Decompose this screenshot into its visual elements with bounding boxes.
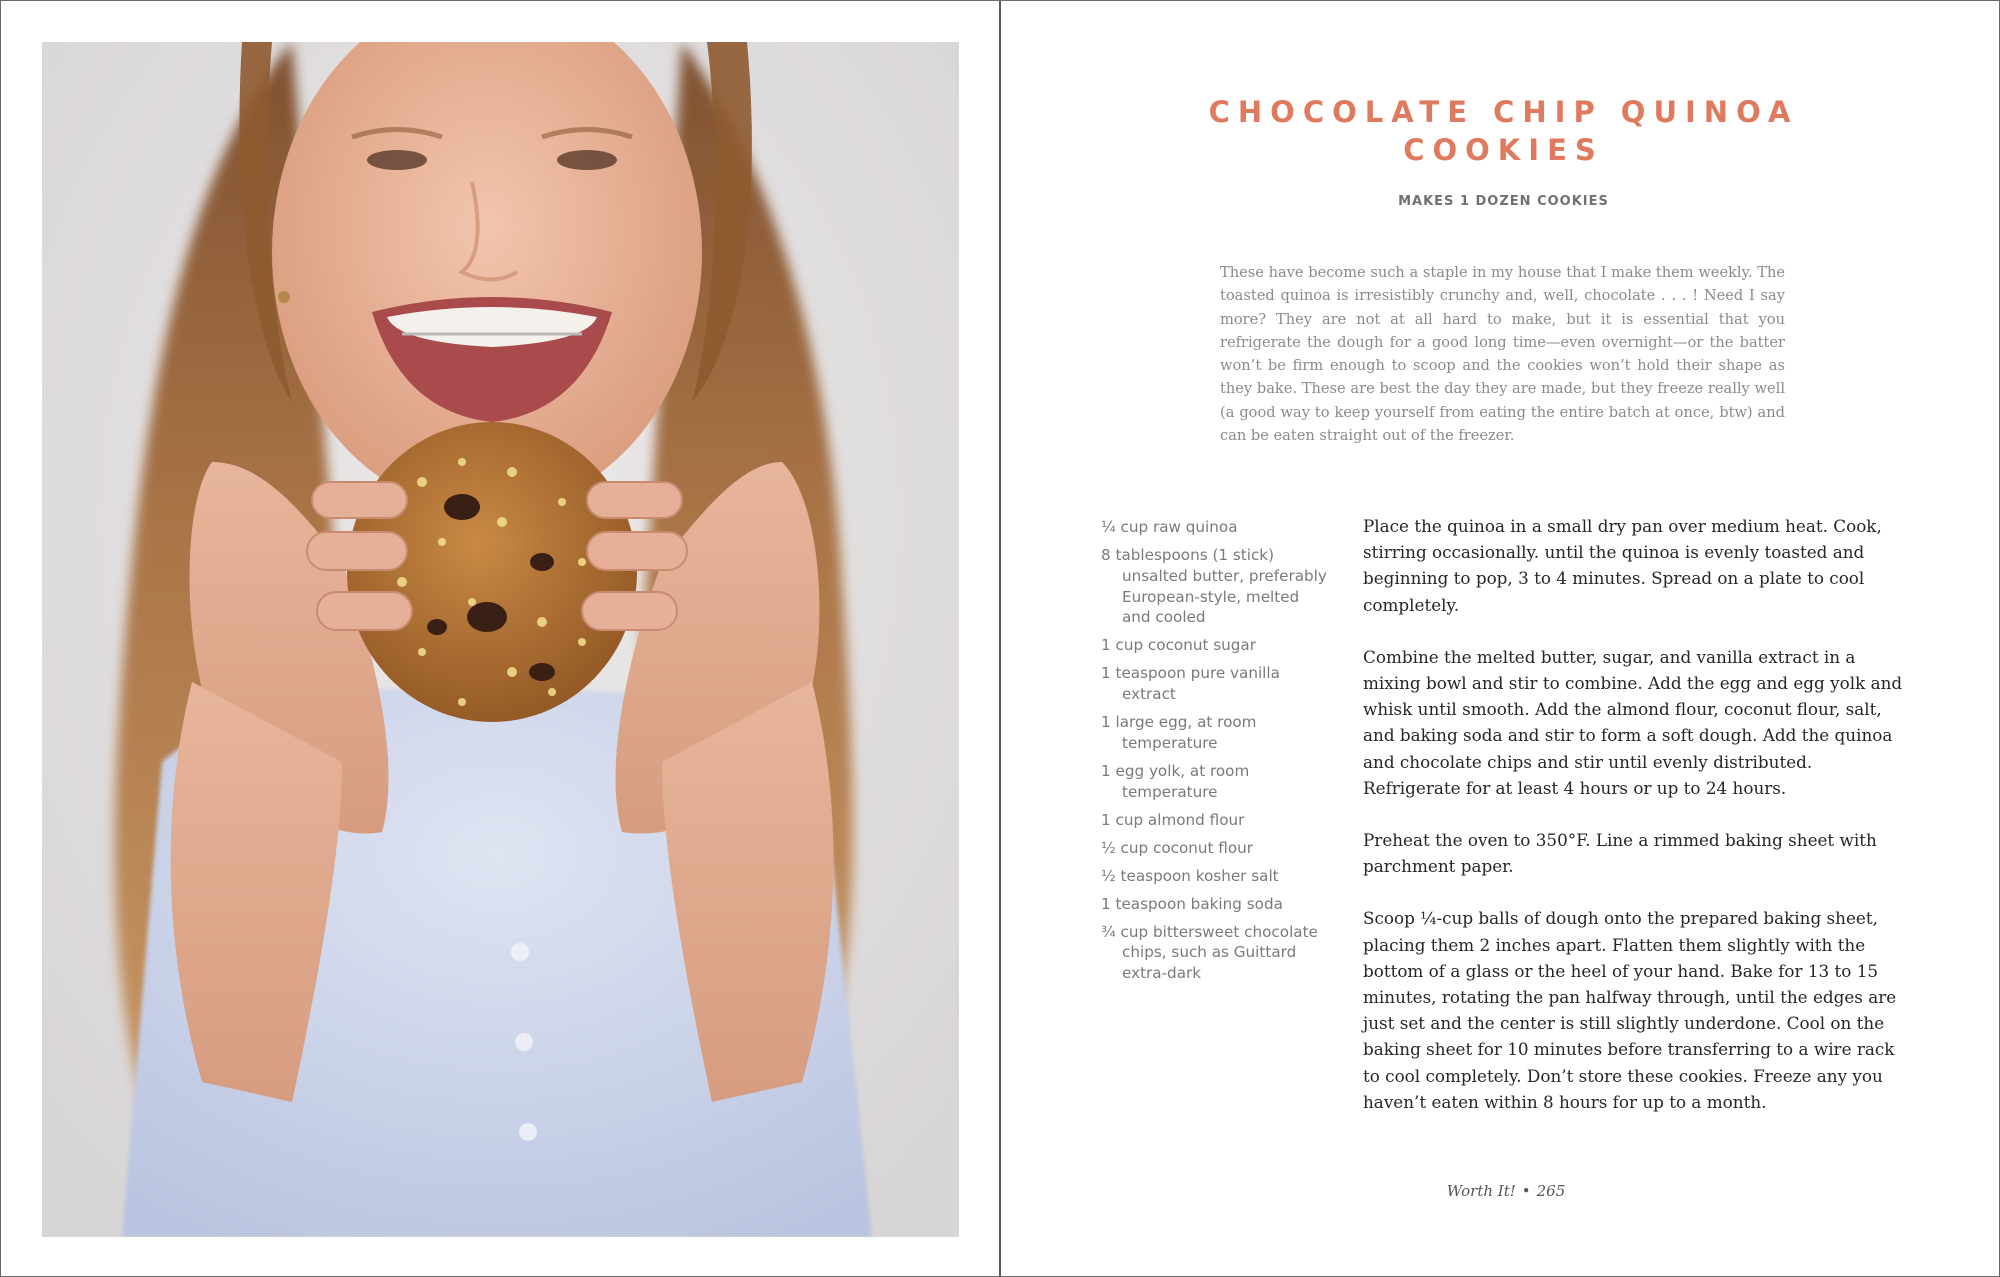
ingredient-item: 8 tablespoons (1 stick) unsalted butter, preferably European-style, melted and cooled	[1101, 545, 1327, 627]
method-step: Preheat the oven to 350°F. Line a rimmed baking sheet with parchment paper.	[1363, 830, 1877, 877]
method-step: Combine the melted butter, sugar, and vanilla extract in a mixing bowl and stir to combine. Add the egg and egg yolk and whisk until smooth. Add the almond flour, coconut flour, salt, and baking soda and stir to form a soft dough. Add the quinoa and chocolate chips and stir until evenly distributed. Refrigerate for at least 4 hours or up to 24 hours.	[1363, 646, 1903, 798]
ingredient-item: 1 teaspoon pure vanilla extract	[1101, 664, 1280, 704]
ingredient-item: ¾ cup bittersweet chocolate chips, such as Guittard extra-dark	[1101, 922, 1318, 983]
recipe-headnote: These have become such a staple in my house that I make them weekly. The toasted quinoa is irresistibly crunchy and, well, chocolate . . . ! Need I say more? They are not at all hard to make, but it is essential that you refrigerate the dough for a good long time—even overnight—or the batter won’t be firm enough to scoop and the cookies won’t hold their shape as they bake. These are best the day they are made, but they freeze really well (a good way to keep yourself from eating the entire batch at once, btw) and can be eaten straight out of the freezer.	[1220, 264, 1785, 445]
method-steps	[1363, 513, 1908, 1141]
ingredient-item: 1 cup almond flour	[1101, 810, 1245, 829]
page-footer	[1381, 1182, 1631, 1200]
method-step: Place the quinoa in a small dry pan over medium heat. Cook, stirring occasionally. until the quinoa is evenly toasted and beginning to pop, 3 to 4 minutes. Spread on a plate to cool completely.	[1363, 516, 1882, 615]
ingredient-item: 1 teaspoon baking soda	[1101, 894, 1283, 913]
page-number: 265	[1536, 1182, 1566, 1200]
recipe-yield: MAKES 1 DOZEN COOKIES	[1398, 194, 1609, 209]
ingredient-item: 1 large egg, at room temperature	[1101, 713, 1257, 752]
method-step: Scoop ¼-cup balls of dough onto the prepared baking sheet, placing them 2 inches apart. Flatten them slightly with the bottom of a glass or the heel of your hand. Bake for 13 to 15 minutes, rotating the pan halfway through, until the edges are just set and the center is still slightly underdone. Cool on the baking sheet for 10 minutes before transferring to a wire rack to cool completely. Don’t store these cookies. Freeze any you haven’t eaten within 8 hours for up to a month.	[1363, 908, 1897, 1112]
ingredient-item: ½ teaspoon kosher salt	[1101, 866, 1279, 885]
ingredient-item: ½ cup coconut flour	[1101, 838, 1254, 857]
ingredient-item: 1 cup coconut sugar	[1101, 636, 1256, 655]
ingredient-item: ¼ cup raw quinoa	[1101, 518, 1238, 536]
ingredient-item: 1 egg yolk, at room temperature	[1101, 761, 1250, 801]
running-footer-section: Worth It!	[1446, 1182, 1516, 1200]
page-gutter	[999, 1, 1001, 1276]
girl-holding-cookie-illustration	[42, 42, 959, 1237]
recipe-title: CHOCOLATE CHIP QUINOA COOKIES	[1208, 95, 1799, 167]
ingredient-list	[1101, 517, 1331, 991]
footer-separator: •	[1521, 1182, 1531, 1200]
recipe-photo	[42, 42, 959, 1237]
